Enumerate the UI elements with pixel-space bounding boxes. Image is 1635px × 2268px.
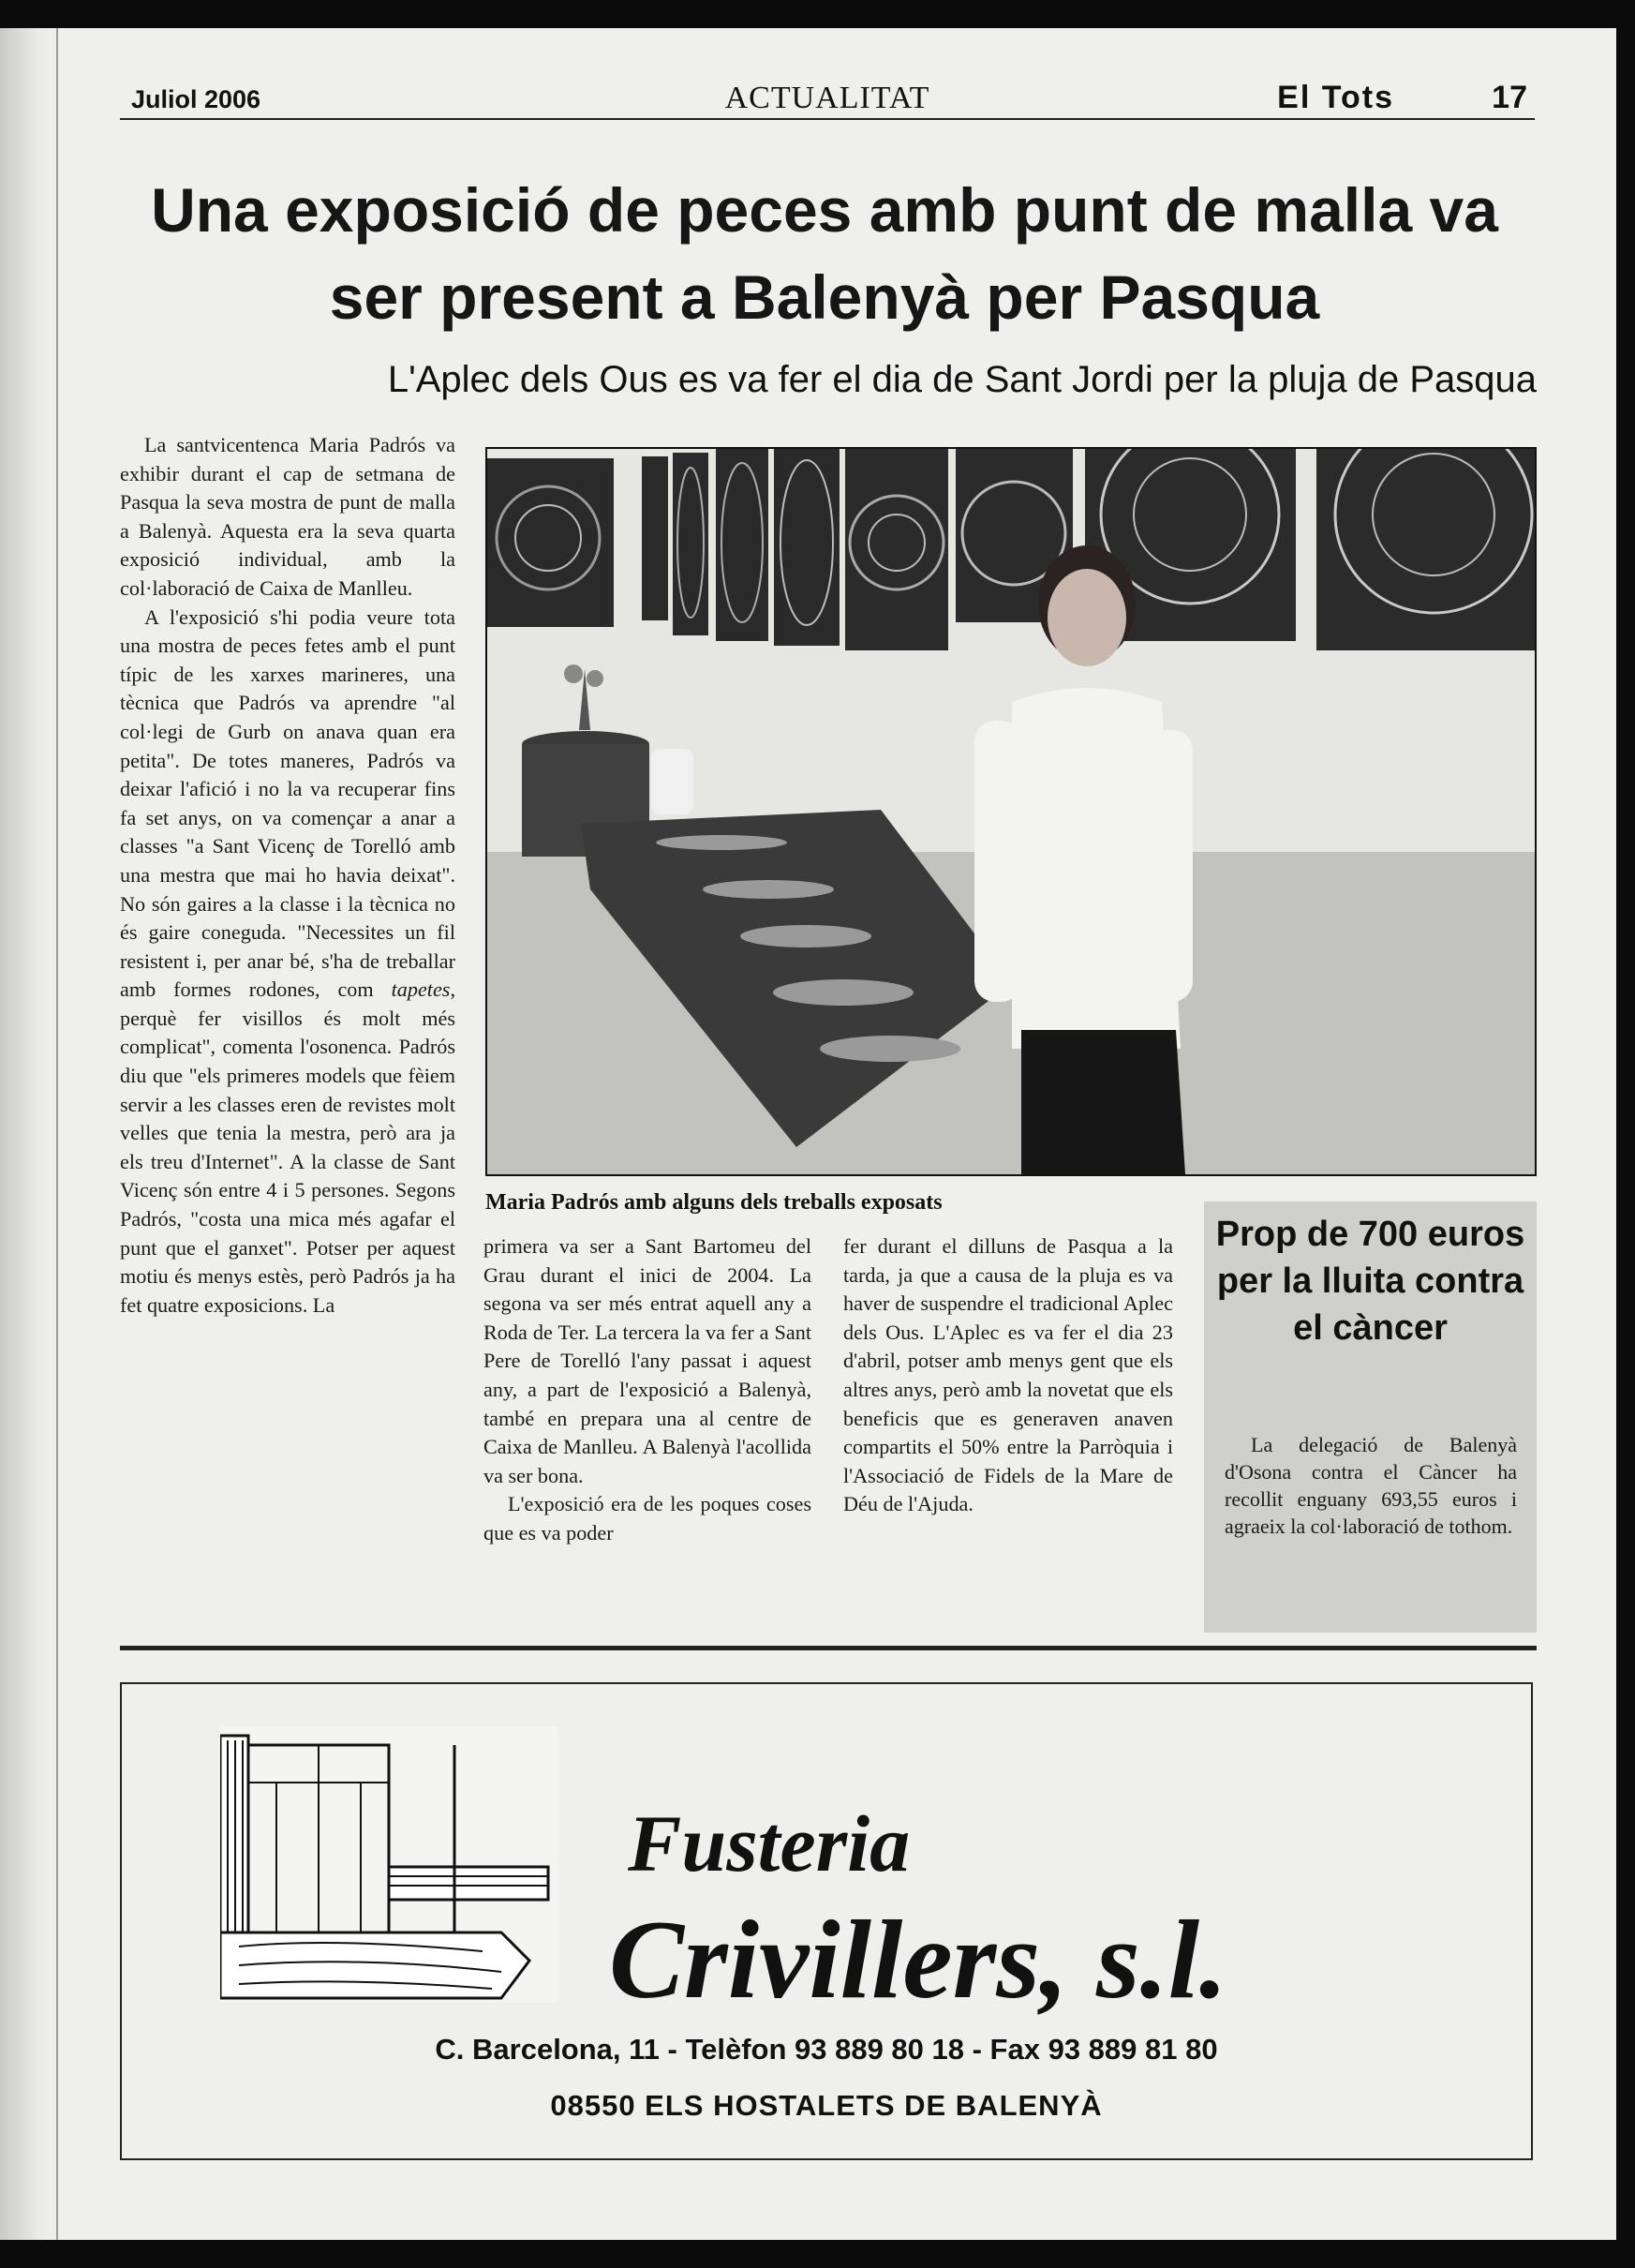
- italic-word: tapetes: [391, 977, 451, 1002]
- page-number: 17: [1492, 80, 1527, 115]
- ad-contact: C. Barcelona, 11 - Telèfon 93 889 80 18 - Fax 93 889 81 80: [435, 2033, 1218, 2066]
- section-divider: [120, 1646, 1537, 1650]
- paragraph: primera va ser a Sant Bartomeu del Grau durant el inici de 2004. La segona va ser més entrat aquell any a Roda de Ter. La tercera la va fer a Sant Pere de Torelló l'any passat i aquest any, a part de l'exposició a Balenyà, també en prepara una al centre de Caixa de Manlleu. A Balenyà l'acollida va ser bona.: [483, 1234, 811, 1487]
- paragraph: fer durant el dilluns de Pasqua a la tarda, ja que a causa de la pluja es va haver de suspendre el tradicional Aplec dels Ous. L'Aplec es va fer el dia 23 d'abril, potser amb menys gent que els altres anys, però amb la novetat que els beneficis que es generaven anaven compartits el 50% entre la Parròquia i l'Associació de Fidels de la Mare de Déu de l'Ajuda.: [843, 1234, 1173, 1516]
- paragraph: [120, 604, 455, 1321]
- article-headline: Una exposició de peces amb punt de malla va ser present a Balenyà per Pasqua: [151, 175, 1498, 332]
- ad-name-line1: Fusteria: [628, 1798, 911, 1888]
- ad-name-line2: Crivillers, s.l.: [609, 1897, 1228, 2022]
- text-span: A l'exposició s'hi podia veure tota una mostra de peces fetes amb el punt típic de les xarxes marineres, una tècnica que Padrós va aprendre "al col·legi de Gurb on anava quan era petita". De totes maneres, Padrós va deixar l'afició i no la va recuperar fins fa set anys, on va començar a anar a classes "a Sant Vicenç de Torelló amb una mestra que mai ho havia deixat". No són gaires a la classe i la tècnica no és gaire coneguda. "Necessites un fil resistent i, per anar bé, s'ha de treballar amb formes rodones, com: [120, 604, 455, 1002]
- carpentry-logo-icon: [220, 1726, 557, 2003]
- exhibition-photo: [485, 447, 1537, 1176]
- advertisement: [120, 1682, 1533, 2160]
- issue-date: Juliol 2006: [131, 85, 261, 113]
- publication-name: El Tots: [1277, 80, 1394, 115]
- gutter-fold: [56, 28, 58, 2240]
- page-header: [120, 73, 1535, 120]
- text-span: , perquè fer visillos és molt més complicat", comenta l'osonenca. Padrós diu que "els primeres models que fèiem servir a les classes eren de revistes molt velles que tenia la mestra, però ara ja els treu d'Internet". A la classe de Sant Vicenç són entre 4 i 5 persones. Segons Padrós, "costa una mica més agafar el punt que el ganxet". Potser per aquest motiu és menys estès, però Padrós ja ha fet quatre exposicions. La: [120, 977, 455, 1317]
- sidebar-body: La delegació de Balenyà d'Osona contra el Càncer ha recollit enguany 693,55 euros i agraeix la col·laboració de tothom.: [1225, 1433, 1517, 1538]
- sidebar-box: [1204, 1201, 1537, 1633]
- sidebar-title: Prop de 700 euros per la lluita contra el càncer: [1215, 1215, 1525, 1348]
- paragraph: La santvicentenca Maria Padrós va exhibir durant el cap de setmana de Pasqua la seva mostra de punt de malla a Balenyà. Aquesta era la seva quarta exposició individual, amb la col·laboració de Caixa de Manlleu.: [120, 433, 455, 600]
- section-title: ACTUALITAT: [724, 81, 930, 115]
- article-column-2: [483, 1232, 811, 1548]
- article-subheadline: L'Aplec dels Ous es va fer el dia de Sant Jordi per la pluja de Pasqua: [387, 359, 1537, 400]
- ad-address: 08550 ELS HOSTALETS DE BALENYÀ: [550, 2089, 1103, 2122]
- article-column-3: [843, 1232, 1173, 1519]
- page-gutter: [0, 28, 58, 2240]
- photo-caption: Maria Padrós amb alguns dels treballs exposats: [485, 1190, 943, 1215]
- paragraph: L'exposició era de les poques coses que es va poder: [483, 1492, 811, 1544]
- article-column-1: [120, 431, 455, 1320]
